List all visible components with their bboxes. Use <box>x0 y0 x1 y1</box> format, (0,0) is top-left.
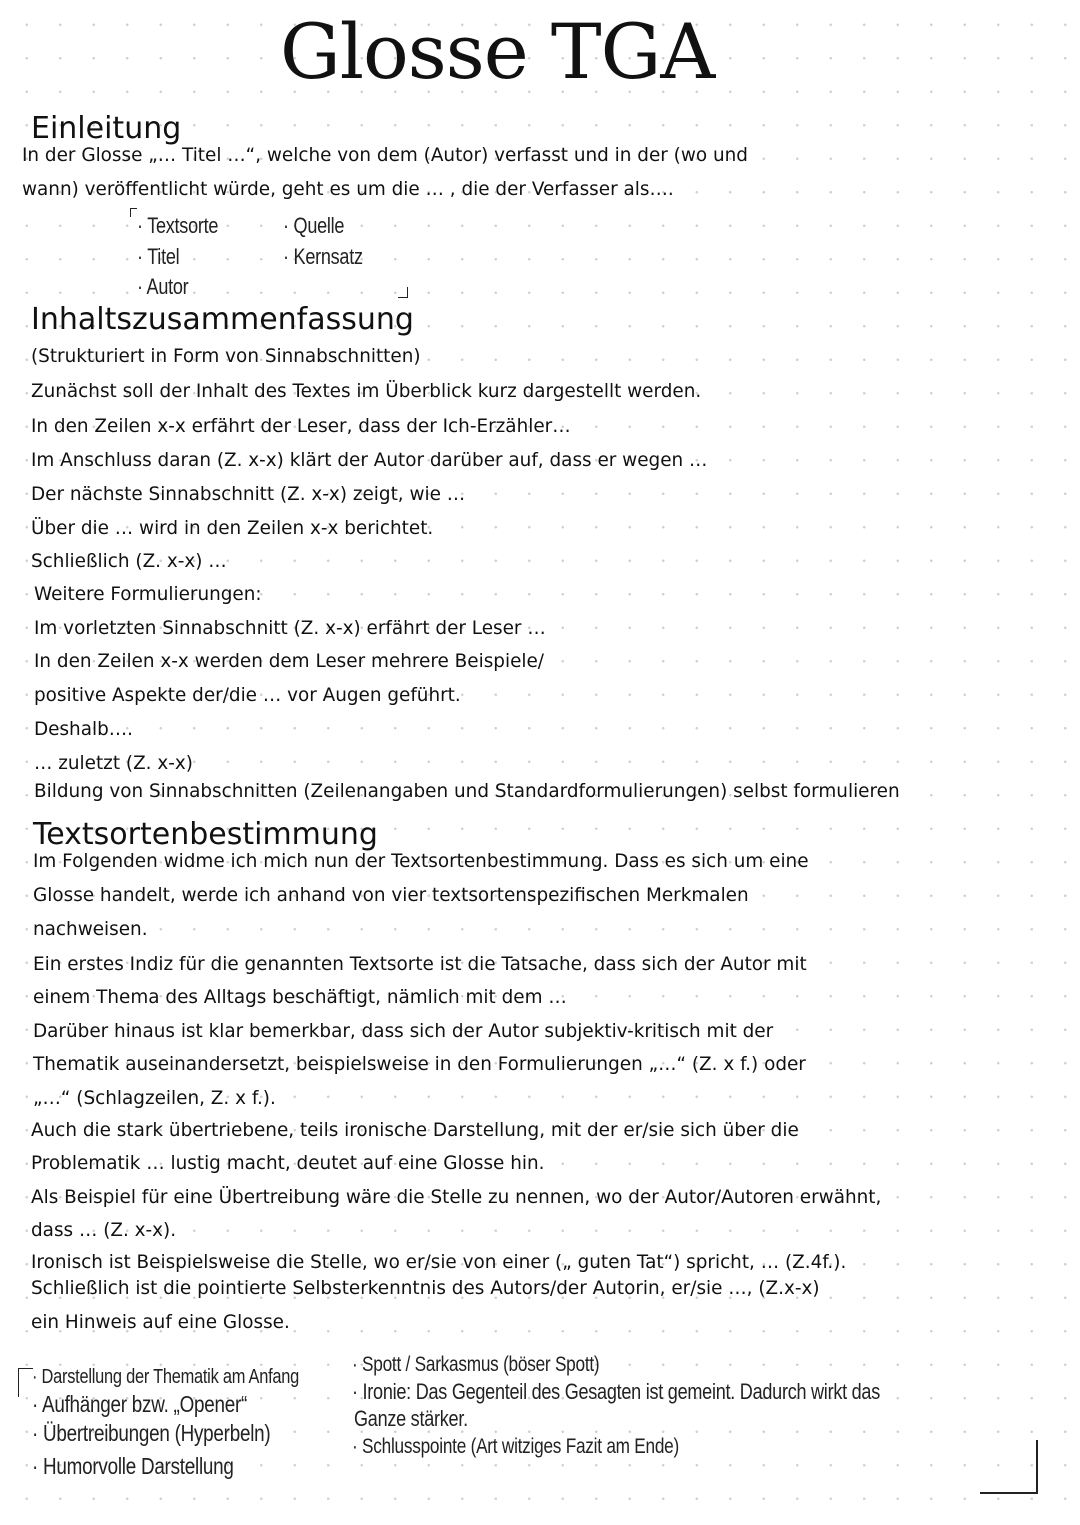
note-item: · Textsorte <box>137 213 219 238</box>
text-line: dass … (Z. x-x). <box>31 1220 177 1241</box>
heading-einleitung: Einleitung <box>31 111 182 146</box>
text-line: „…“ (Schlagzeilen, Z. x f.). <box>33 1088 276 1109</box>
bracket-close <box>980 1440 1038 1494</box>
text-line: positive Aspekte der/die … vor Augen geführt. <box>34 685 461 706</box>
heading-inhaltszusammenfassung: Inhaltszusammenfassung <box>31 302 414 337</box>
text-line: Im Folgenden widme ich mich nun der Textsortenbestimmung. Dass es sich um eine <box>33 851 809 872</box>
note-item: Ganze stärker. <box>354 1406 468 1431</box>
text-line: Ironisch ist Beispielsweise die Stelle, wo er/sie von einer („ guten Tat“) spricht, … (Z.4f.). <box>31 1252 847 1273</box>
text-line: Auch die stark übertriebene, teils ironische Darstellung, mit der er/sie sich über die <box>31 1120 799 1141</box>
text-line: Deshalb…. <box>34 719 134 740</box>
text-line: Problematik … lustig macht, deutet auf eine Glosse hin. <box>31 1153 545 1174</box>
text-line: (Strukturiert in Form von Sinnabschnitten) <box>31 346 421 367</box>
text-line: Schließlich (Z. x-x) … <box>31 551 227 572</box>
text-line: wann) veröffentlicht würde, geht es um die … , die der Verfasser als…. <box>22 179 674 200</box>
text-line: Thematik auseinandersetzt, beispielsweise in den Formulierungen „…“ (Z. x f.) oder <box>33 1054 806 1075</box>
text-line: Darüber hinaus ist klar bemerkbar, dass sich der Autor subjektiv-kritisch mit der <box>33 1021 774 1042</box>
note-item: · Übertreibungen (Hyperbeln) <box>32 1420 271 1446</box>
text-line: Zunächst soll der Inhalt des Textes im Überblick kurz dargestellt werden. <box>31 381 702 402</box>
text-line: Der nächste Sinnabschnitt (Z. x-x) zeigt, wie … <box>31 484 466 505</box>
note-item: · Autor <box>137 274 189 299</box>
text-line: In den Zeilen x-x werden dem Leser mehrere Beispiele/ <box>34 651 544 672</box>
note-item: · Ironie: Das Gegenteil des Gesagten ist gemeint. Dadurch wirkt das <box>352 1379 880 1404</box>
bracket-open <box>18 1368 33 1397</box>
page-title: Glosse TGA <box>280 7 715 96</box>
note-item: · Kernsatz <box>283 244 363 269</box>
text-line: … zuletzt (Z. x-x) <box>34 753 193 774</box>
bracket-close <box>398 287 408 298</box>
text-line: Bildung von Sinnabschnitten (Zeilenangaben und Standardformulierungen) selbst formulieren <box>34 781 900 802</box>
text-line: Im Anschluss daran (Z. x-x) klärt der Autor darüber auf, dass er wegen … <box>31 450 708 471</box>
bracket-open <box>130 208 137 217</box>
text-line: Über die … wird in den Zeilen x-x berichtet. <box>31 518 434 539</box>
text-line: In der Glosse „… Titel …“, welche von dem (Autor) verfasst und in der (wo und <box>22 145 748 166</box>
text-line: Ein erstes Indiz für die genannten Textsorte ist die Tatsache, dass sich der Autor mit <box>33 954 807 975</box>
note-item: · Quelle <box>283 213 345 238</box>
text-line: nachweisen. <box>33 919 148 940</box>
note-item: · Spott / Sarkasmus (böser Spott) <box>352 1353 600 1376</box>
text-line: In den Zeilen x-x erfährt der Leser, dass der Ich-Erzähler… <box>31 416 571 437</box>
heading-textsortenbestimmung: Textsortenbestimmung <box>33 817 378 852</box>
note-item: · Titel <box>137 244 180 269</box>
text-line: Als Beispiel für eine Übertreibung wäre die Stelle zu nennen, wo der Autor/Autoren erwähnt, <box>31 1187 882 1208</box>
note-item: · Aufhänger bzw. „Opener“ <box>32 1391 248 1417</box>
text-line: ein Hinweis auf eine Glosse. <box>31 1312 290 1333</box>
note-item: · Darstellung der Thematik am Anfang <box>32 1366 300 1388</box>
text-line: Glosse handelt, werde ich anhand von vier textsortenspezifischen Merkmalen <box>33 885 749 906</box>
text-line: einem Thema des Alltags beschäftigt, nämlich mit dem … <box>33 987 567 1008</box>
note-item: · Humorvolle Darstellung <box>32 1453 234 1479</box>
note-item: · Schlusspointe (Art witziges Fazit am Ende) <box>352 1435 680 1458</box>
text-line: Weitere Formulierungen: <box>34 584 262 605</box>
text-line: Im vorletzten Sinnabschnitt (Z. x-x) erfährt der Leser … <box>34 618 546 639</box>
text-line: Schließlich ist die pointierte Selbsterkenntnis des Autors/der Autorin, er/sie …, (Z.x-x) <box>31 1278 820 1299</box>
